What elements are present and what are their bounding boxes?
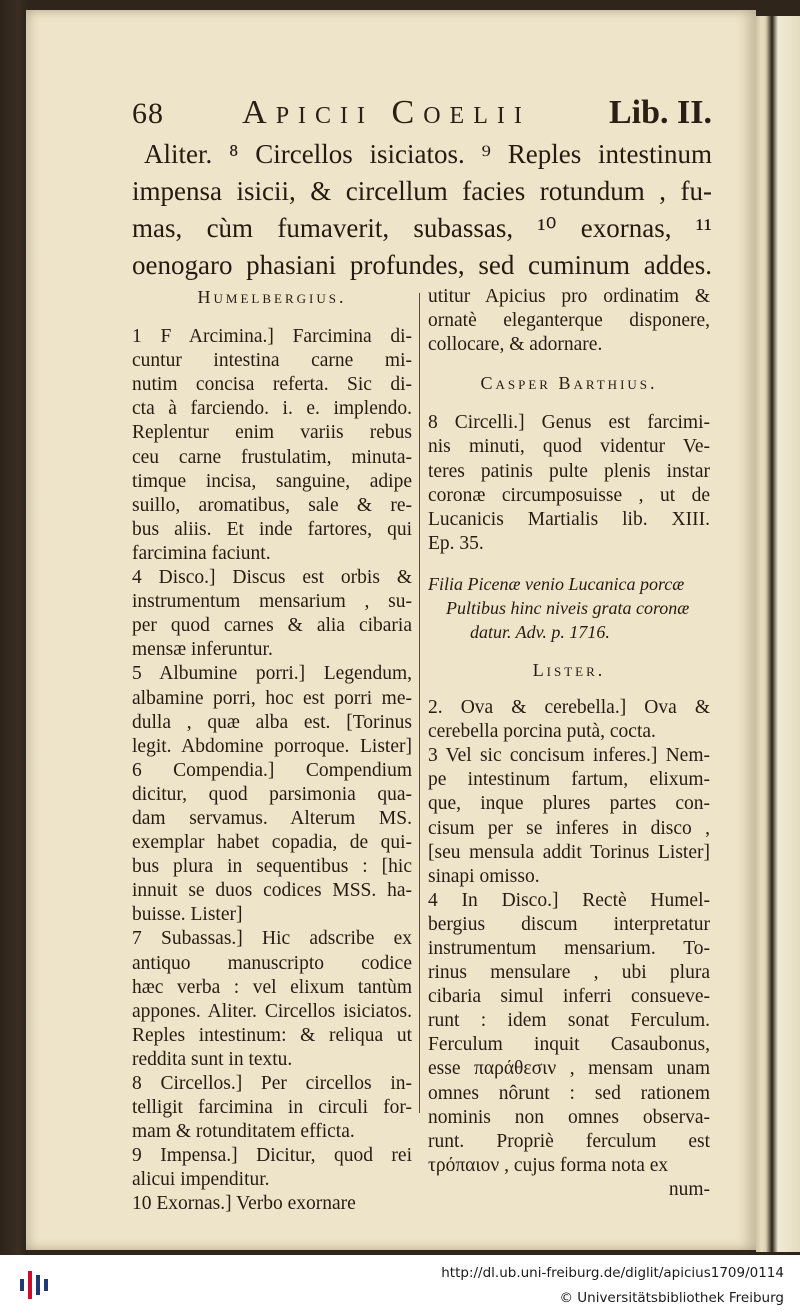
recipe-text bbox=[132, 136, 712, 284]
text-line: runt : idem sonat Ferculum. bbox=[428, 1010, 710, 1032]
text-line: per quod carnes & alia cibaria bbox=[132, 615, 412, 637]
left-column bbox=[132, 285, 412, 1217]
text-line: telligit farcimina in circuli for- bbox=[132, 1097, 412, 1119]
text-line: cuntur intestina carne mi- bbox=[132, 350, 412, 372]
section-heading-humelbergius: Humelbergius. bbox=[197, 287, 347, 307]
text-line: τρόπαιον , cujus forma nota ex bbox=[428, 1154, 669, 1176]
page-number: 68 bbox=[132, 97, 164, 130]
text-line: 6 Compendia.] Compendium bbox=[132, 759, 412, 781]
text-line: collocare, & adornare. bbox=[428, 334, 603, 356]
page-edge bbox=[756, 16, 800, 1252]
recipe-line: oenogaro phasiani profundes, sed cuminum addes. bbox=[132, 250, 712, 280]
text-line: albamine porri, hoc est porri me- bbox=[132, 687, 412, 709]
text-line: 9 Impensa.] Dicitur, quod rei bbox=[132, 1145, 412, 1167]
text-line: Replentur enim variis rebus bbox=[132, 422, 412, 444]
text-line: dulla , quæ alba est. [Torinus bbox=[132, 711, 412, 733]
text-line: ceu carne frustulatim, minuta- bbox=[132, 446, 412, 468]
running-header bbox=[132, 94, 712, 132]
text-line: timque incisa, sanguine, adipe bbox=[132, 470, 412, 492]
text-line: 1 F Arcimina.] Farcimina di- bbox=[132, 326, 412, 348]
text-line: runt. Propriè ferculum est bbox=[428, 1130, 710, 1152]
text-line: utitur Apicius pro ordinatim & bbox=[428, 286, 710, 307]
text-line: dam servamus. Alterum MS. bbox=[132, 807, 412, 829]
text-line: rinus mensulare , ubi plura bbox=[428, 962, 710, 984]
text-line: hæc verba : vel elixum tantùm bbox=[132, 976, 412, 998]
text-line: esse παράθεσιν , mensam unam bbox=[428, 1058, 710, 1080]
text-line: nis minuti, quod videntur Ve- bbox=[428, 436, 710, 458]
text-line: mensæ inferuntur. bbox=[132, 639, 273, 661]
text-line: omnes nôrunt : sed rationem bbox=[428, 1082, 710, 1104]
poem-line: Filia Picenæ venio Lucanica porcæ bbox=[428, 573, 685, 594]
column-divider bbox=[419, 293, 420, 1113]
text-line: 10 Exornas.] Verbo exornare bbox=[132, 1193, 356, 1215]
running-title: Apicii Coelii bbox=[242, 94, 531, 131]
text-line: 2. Ova & cerebella.] Ova & bbox=[428, 697, 710, 719]
book-number: Lib. II. bbox=[608, 94, 712, 131]
copyright-notice: © Universitätsbibliothek Freiburg bbox=[559, 1290, 784, 1306]
text-line: antiquo manuscripto codice bbox=[132, 952, 412, 974]
recipe-line: Aliter. ⁸ Circellos isiciatos. ⁹ Reples intestinum bbox=[144, 139, 712, 169]
text-line: 3 Vel sic concisum inferes.] Nem- bbox=[428, 745, 710, 767]
section-heading-lister: Lister. bbox=[532, 659, 606, 680]
martial-quotation bbox=[428, 572, 710, 644]
text-line: reddita sunt in textu. bbox=[132, 1048, 293, 1070]
recipe-line: impensa isicii, & circellum facies rotundum , fu- bbox=[132, 176, 712, 206]
recipe-line: mas, cùm fumaverit, subassas, ¹⁰ exornas, ¹¹ bbox=[132, 213, 712, 243]
text-line: exemplar habet copadia, de qui- bbox=[132, 832, 412, 854]
text-line: alicui impenditur. bbox=[132, 1169, 270, 1191]
text-line: 5 Albumine porri.] Legendum, bbox=[132, 663, 412, 685]
text-line: pe intestinum fartum, elixum- bbox=[428, 769, 710, 791]
text-line: cta à farciendo. i. e. implendo. bbox=[132, 398, 412, 420]
right-column bbox=[428, 285, 710, 1202]
section-heading-barthius: Casper Barthius. bbox=[480, 373, 658, 394]
text-line: cibaria simul inferri consueve- bbox=[428, 986, 710, 1008]
text-line: dicitur, quod parsimonia qua- bbox=[132, 783, 412, 805]
text-line: coronæ circumposuisse , ut de bbox=[428, 484, 710, 506]
text-line: [seu mensula addit Torinus Lister] bbox=[428, 841, 710, 863]
text-line: instrumentum mensarium. To- bbox=[428, 937, 710, 959]
text-line: buisse. Lister] bbox=[132, 904, 243, 926]
text-line: sinapi omisso. bbox=[428, 865, 540, 887]
university-library-logo-icon bbox=[14, 1265, 54, 1305]
exornare-note-continued bbox=[428, 285, 710, 357]
text-line: farcimina faciunt. bbox=[132, 542, 271, 564]
text-line: Ep. 35. bbox=[428, 532, 484, 554]
text-line: 8 Circelli.] Genus est farcimi- bbox=[428, 412, 710, 434]
viewer-footer bbox=[0, 1255, 800, 1315]
text-line: instrumentum mensarium , su- bbox=[132, 591, 412, 613]
text-line: suillo, aromatibus, sale & re- bbox=[132, 494, 412, 516]
text-line: appones. Aliter. Circellos isiciatos. bbox=[132, 1000, 412, 1022]
permalink-url[interactable]: http://dl.ub.uni-freiburg.de/diglit/apicius1709/0114 bbox=[441, 1265, 784, 1281]
text-line: bus aliis. Et inde fartores, qui bbox=[132, 518, 412, 540]
text-line: Ferculum inquit Casaubonus, bbox=[428, 1034, 710, 1056]
text-line: ornatè eleganterque disponere, bbox=[428, 310, 710, 332]
text-line: 4 In Disco.] Rectè Humel- bbox=[428, 889, 710, 911]
barthius-notes bbox=[428, 411, 710, 556]
text-line: 7 Subassas.] Hic adscribe ex bbox=[132, 928, 412, 950]
catchword: num- bbox=[668, 1178, 710, 1200]
text-line: 4 Disco.] Discus est orbis & bbox=[132, 567, 412, 589]
text-line: mam & rotunditatem efficta. bbox=[132, 1121, 355, 1143]
text-line: Lucanicis Martialis lib. XIII. bbox=[428, 508, 710, 530]
text-line: teres patinis pulte plenis instar bbox=[428, 460, 710, 482]
text-line: innuit se duos codices MSS. ha- bbox=[132, 880, 412, 902]
text-line: nominis non omnes observa- bbox=[428, 1106, 710, 1128]
humelbergius-notes bbox=[132, 325, 412, 1216]
text-line: cisum per se inferes in disco , bbox=[428, 817, 710, 839]
poem-line: Pultibus hinc niveis grata coronæ bbox=[446, 597, 690, 618]
text-line: 8 Circellos.] Per circellos in- bbox=[132, 1073, 412, 1094]
lister-notes bbox=[428, 696, 710, 1178]
text-line: legit. Abdomine porroque. Lister] bbox=[132, 735, 412, 757]
text-line: bergius discum interpretatur bbox=[428, 913, 710, 935]
text-line: Reples intestinum: & reliqua ut bbox=[132, 1024, 412, 1046]
text-line: que, inque plures partes con- bbox=[428, 793, 710, 815]
text-line: nutim concisa referta. Sic di- bbox=[132, 374, 412, 396]
text-line: bus plura in sequentibus : [hic bbox=[132, 856, 412, 878]
text-line: cerebella porcina putà, cocta. bbox=[428, 721, 656, 743]
poem-line: datur. Adv. p. 1716. bbox=[470, 621, 610, 642]
